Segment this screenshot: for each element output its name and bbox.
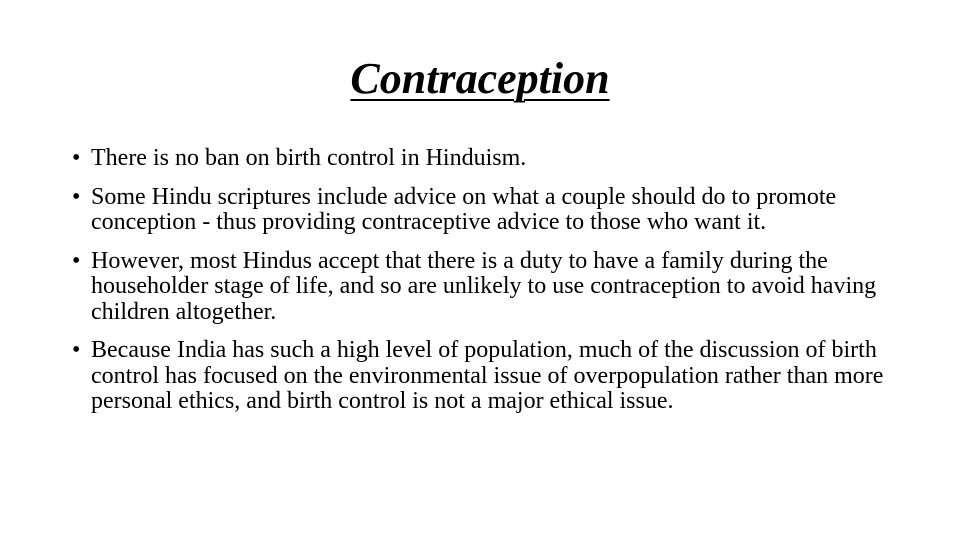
bullet-item — [72, 249, 902, 326]
bullet-text: However, most Hindus accept that there is a duty to have a family during the householder stage of life, and so are unlikely to use contraception to avoid having children altogether. — [91, 247, 877, 325]
bullet-text: Because India has such a high level of population, much of the discussion of birth control has focused on the environmental issue of overpopulation rather than more personal ethics, and birth control is not a major ethical issue. — [91, 337, 884, 414]
bullet-item — [72, 146, 902, 172]
bullet-text: Some Hindu scriptures include advice on what a couple should do to promote conception - thus providing contraceptive advice to those who want it. — [91, 183, 837, 235]
bullet-icon: • — [72, 183, 81, 210]
bullet-icon: • — [72, 247, 81, 274]
bullet-item — [72, 338, 902, 415]
bullet-list — [72, 146, 902, 428]
bullet-item — [72, 185, 902, 236]
slide-title: Contraception — [350, 54, 610, 103]
bullet-text: There is no ban on birth control in Hinduism. — [91, 145, 527, 171]
bullet-icon: • — [72, 145, 81, 171]
bullet-icon: • — [72, 337, 81, 363]
